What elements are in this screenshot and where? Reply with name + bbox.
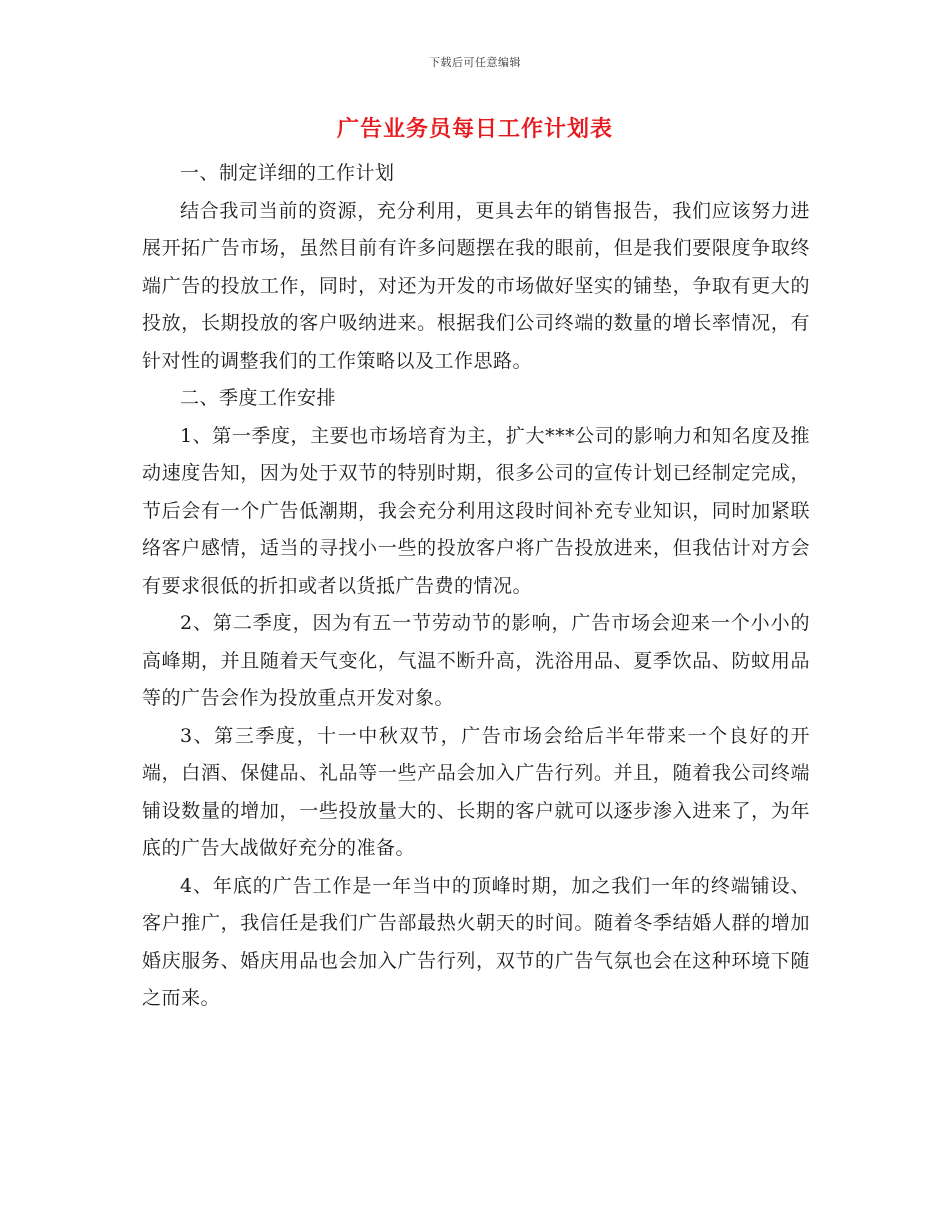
body-paragraph-q2: 2、第二季度，因为有五一节劳动节的影响，广告市场会迎来一个小小的高峰期，并且随着天气变化，气温不断升高，洗浴用品、夏季饮品、防蚊用品等的广告会作为投放重点开发对象。 bbox=[142, 612, 810, 709]
body-paragraph-q1: 1、第一季度，主要也市场培育为主，扩大***公司的影响力和知名度及推动速度告知，因为处于双节的特别时期，很多公司的宣传计划已经制定完成，节后会有一个广告低潮期，我会充分利用这段时间补充专业知识，同时加紧联络客户感情，适当的寻找小一些的投放客户将广告投放进来，但我估计对方会有要求很低的折扣或者以货抵广告费的情况。 bbox=[142, 424, 810, 597]
document-body bbox=[142, 155, 810, 1018]
section-heading-plan: 一、制定详细的工作计划 bbox=[180, 162, 395, 184]
page-header-note: 下载后可任意编辑 bbox=[429, 56, 521, 69]
body-paragraph: 结合我司当前的资源，充分利用，更具去年的销售报告，我们应该努力进展开拓广告市场，虽然目前有许多问题摆在我的眼前，但是我们要限度争取终端广告的投放工作，同时，对还为开发的市场做好坚实的铺垫，争取有更大的投放，长期投放的客户吸纳进来。根据我们公司终端的数量的增长率情况，有针对性的调整我们的工作策略以及工作思路。 bbox=[142, 199, 810, 372]
body-paragraph-q3: 3、第三季度，十一中秋双节，广告市场会给后半年带来一个良好的开端，白酒、保健品、礼品等一些产品会加入广告行列。并且，随着我公司终端铺设数量的增加，一些投放量大的、长期的客户就可以逐步渗入进来了，为年底的广告大战做好充分的准备。 bbox=[142, 724, 810, 859]
document-title: 广告业务员每日工作计划表 bbox=[336, 117, 613, 142]
section-heading-quarterly: 二、季度工作安排 bbox=[180, 387, 337, 409]
body-paragraph-q4: 4、年底的广告工作是一年当中的顶峰时期，加之我们一年的终端铺设、客户推广，我信任是我们广告部最热火朝天的时间。随着冬季结婚人群的增加婚庆服务、婚庆用品也会加入广告行列，双节的广告气氛也会在这种环境下随之而来。 bbox=[142, 874, 810, 1009]
